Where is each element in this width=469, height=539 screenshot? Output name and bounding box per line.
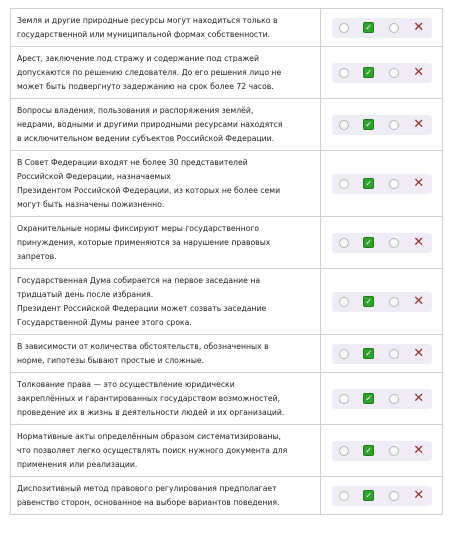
answer-control-group bbox=[332, 63, 432, 83]
question-row-1 bbox=[10, 8, 443, 46]
false-cross-icon[interactable]: ✕ bbox=[413, 391, 425, 406]
statement-text: Нормативные акты определённым образом систематизированы, что позволяет легко осуществлять поиск нужного документа для применения или реализации. bbox=[11, 425, 321, 476]
true-check-icon[interactable]: ✓ bbox=[363, 22, 374, 33]
answer-controls bbox=[321, 335, 442, 372]
false-radio[interactable] bbox=[389, 238, 399, 248]
statement-text: Диспозитивный метод правового регулирования предполагает равенство сторон, основанное на выборе вариантов поведения. bbox=[11, 477, 321, 514]
question-row-4 bbox=[10, 150, 443, 216]
statement-text: Государственная Дума собирается на первое заседание на тридцатый день после избрания. Президент Российской Федерации может созвать заседание Государственной Думы ранее этого срока. bbox=[11, 269, 321, 334]
true-radio[interactable] bbox=[339, 120, 349, 130]
false-cross-icon[interactable]: ✕ bbox=[413, 117, 425, 132]
answer-control-group bbox=[332, 344, 432, 364]
false-radio[interactable] bbox=[389, 446, 399, 456]
statement-text: Охранительные нормы фиксируют меры государственного принуждения, которые применяются за нарушение правовых запретов. bbox=[11, 217, 321, 268]
answer-control-group bbox=[332, 389, 432, 409]
question-row-2 bbox=[10, 46, 443, 98]
true-radio[interactable] bbox=[339, 394, 349, 404]
false-cross-icon[interactable]: ✕ bbox=[413, 235, 425, 250]
answer-controls bbox=[321, 47, 442, 98]
answer-control-group bbox=[332, 441, 432, 461]
true-radio[interactable] bbox=[339, 68, 349, 78]
question-row-7 bbox=[10, 334, 443, 372]
true-radio[interactable] bbox=[339, 349, 349, 359]
true-check-icon[interactable]: ✓ bbox=[363, 237, 374, 248]
true-check-icon[interactable]: ✓ bbox=[363, 393, 374, 404]
answer-controls bbox=[321, 99, 442, 150]
false-radio[interactable] bbox=[389, 491, 399, 501]
question-row-10 bbox=[10, 476, 443, 515]
false-radio[interactable] bbox=[389, 297, 399, 307]
true-radio[interactable] bbox=[339, 446, 349, 456]
false-radio[interactable] bbox=[389, 394, 399, 404]
answer-controls bbox=[321, 9, 442, 46]
true-check-icon[interactable]: ✓ bbox=[363, 348, 374, 359]
answer-controls bbox=[321, 217, 442, 268]
false-cross-icon[interactable]: ✕ bbox=[413, 176, 425, 191]
answer-control-group bbox=[332, 174, 432, 194]
true-radio[interactable] bbox=[339, 297, 349, 307]
false-cross-icon[interactable]: ✕ bbox=[413, 488, 425, 503]
true-radio[interactable] bbox=[339, 23, 349, 33]
answer-controls bbox=[321, 477, 442, 514]
true-radio[interactable] bbox=[339, 238, 349, 248]
true-check-icon[interactable]: ✓ bbox=[363, 490, 374, 501]
statement-text: В Совет Федерации входят не более 30 представителей Российской Федерации, назначаемых Президентом Российской Федерации, из которых не более семи могут быть назначены пожизненно. bbox=[11, 151, 321, 216]
true-check-icon[interactable]: ✓ bbox=[363, 67, 374, 78]
false-radio[interactable] bbox=[389, 349, 399, 359]
question-row-9 bbox=[10, 424, 443, 476]
true-radio[interactable] bbox=[339, 491, 349, 501]
question-row-6 bbox=[10, 268, 443, 334]
true-check-icon[interactable]: ✓ bbox=[363, 296, 374, 307]
true-radio[interactable] bbox=[339, 179, 349, 189]
false-cross-icon[interactable]: ✕ bbox=[413, 294, 425, 309]
answer-control-group bbox=[332, 115, 432, 135]
statement-text: Арест, заключение под стражу и содержание под стражей допускаются по решению следователя. До его решения лицо не может быть подвергнуто задержанию на срок более 72 часов. bbox=[11, 47, 321, 98]
statement-text: Толкование права — это осуществление юридически закреплённых и гарантированных государством возможностей, проведение их в жизнь в деятельности людей и их организаций. bbox=[11, 373, 321, 424]
question-row-8 bbox=[10, 372, 443, 424]
false-cross-icon[interactable]: ✕ bbox=[413, 20, 425, 35]
true-check-icon[interactable]: ✓ bbox=[363, 178, 374, 189]
answer-controls bbox=[321, 425, 442, 476]
false-radio[interactable] bbox=[389, 23, 399, 33]
answer-controls bbox=[321, 373, 442, 424]
true-false-quiz-table bbox=[10, 8, 443, 515]
answer-control-group bbox=[332, 18, 432, 38]
answer-control-group bbox=[332, 233, 432, 253]
statement-text: Вопросы владения, пользования и распоряжения землёй, недрами, водными и другими природными ресурсами находятся в исключительном ведении субъектов Российской Федерации. bbox=[11, 99, 321, 150]
statement-text: В зависимости от количества обстоятельств, обозначенных в норме, гипотезы бывают простые и сложные. bbox=[11, 335, 321, 372]
question-row-3 bbox=[10, 98, 443, 150]
answer-controls bbox=[321, 151, 442, 216]
answer-controls bbox=[321, 269, 442, 334]
answer-control-group bbox=[332, 486, 432, 506]
false-cross-icon[interactable]: ✕ bbox=[413, 65, 425, 80]
false-radio[interactable] bbox=[389, 120, 399, 130]
false-cross-icon[interactable]: ✕ bbox=[413, 443, 425, 458]
true-check-icon[interactable]: ✓ bbox=[363, 445, 374, 456]
true-check-icon[interactable]: ✓ bbox=[363, 119, 374, 130]
answer-control-group bbox=[332, 292, 432, 312]
false-radio[interactable] bbox=[389, 68, 399, 78]
false-cross-icon[interactable]: ✕ bbox=[413, 346, 425, 361]
false-radio[interactable] bbox=[389, 179, 399, 189]
question-row-5 bbox=[10, 216, 443, 268]
statement-text: Земля и другие природные ресурсы могут находиться только в государственной или муниципальной формах собственности. bbox=[11, 9, 321, 46]
